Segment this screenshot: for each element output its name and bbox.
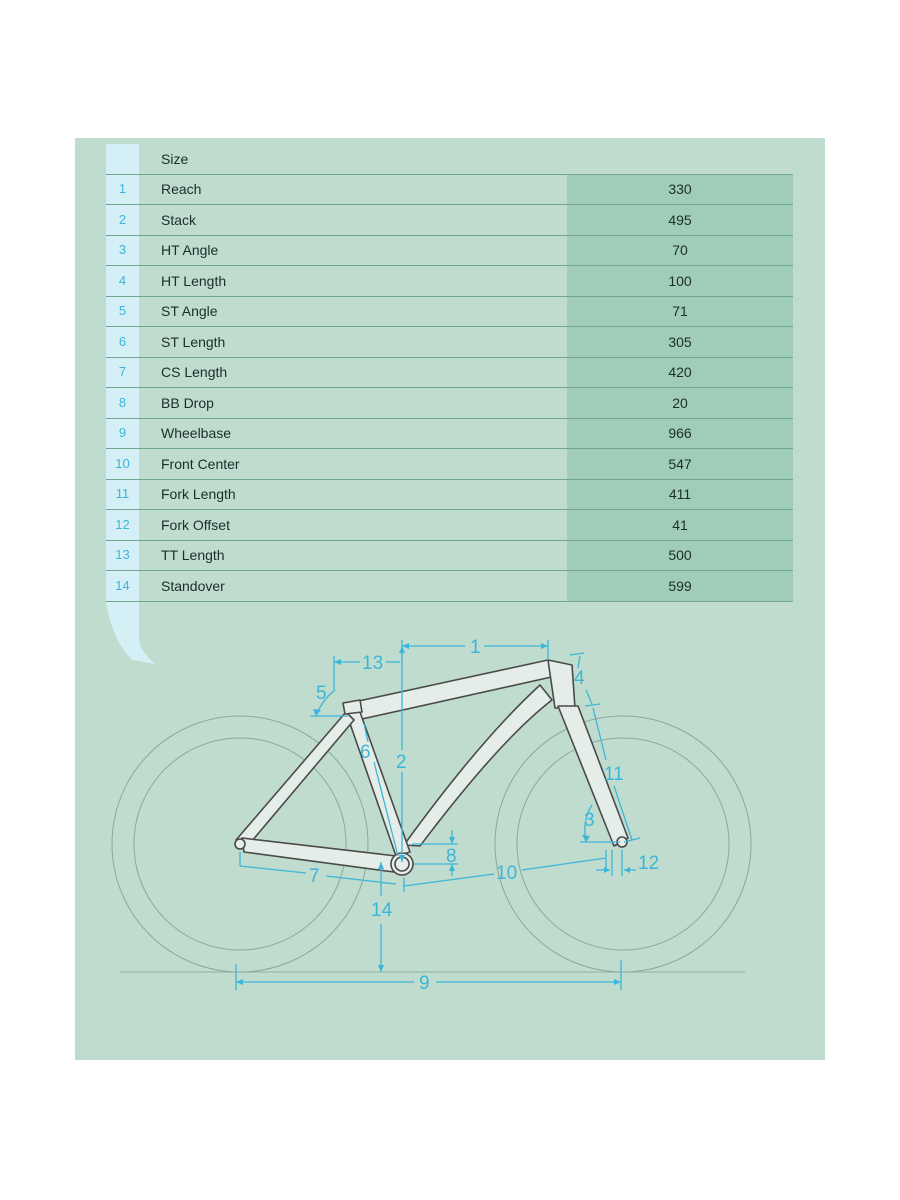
row-value: 495 — [668, 211, 692, 228]
row-label: Reach — [161, 181, 202, 197]
dim-label-6: 6 — [360, 742, 371, 763]
row-number: 8 — [118, 394, 127, 410]
row-number: 7 — [118, 364, 127, 379]
size-header: Size — [161, 151, 189, 167]
row-value: 547 — [668, 455, 692, 472]
row-label: Wheelbase — [161, 425, 232, 441]
row-number: 3 — [118, 242, 127, 257]
row-label: ST Angle — [161, 303, 218, 319]
dim-label-11: 11 — [604, 764, 624, 785]
dim-label-14: 14 — [371, 900, 393, 921]
dim-label-3: 3 — [584, 810, 595, 831]
row-number: 14 — [115, 577, 130, 593]
row-number: 11 — [115, 486, 130, 501]
row-label: CS Length — [161, 364, 228, 380]
dim-label-13: 13 — [362, 653, 384, 674]
row-number: 5 — [118, 303, 127, 318]
row-label: TT Length — [161, 547, 225, 563]
row-value: 599 — [668, 577, 692, 594]
dim-label-1: 1 — [470, 637, 481, 658]
row-label: ST Length — [161, 333, 226, 350]
row-number: 10 — [115, 455, 130, 471]
dim-label-4: 4 — [574, 668, 585, 689]
dim-label-2: 2 — [396, 752, 407, 773]
row-value: 500 — [668, 547, 692, 563]
dim-label-12: 12 — [638, 853, 660, 874]
row-value: 100 — [668, 272, 692, 289]
row-label: Fork Offset — [161, 516, 230, 533]
row-value: 966 — [668, 425, 692, 441]
flow-arrow — [106, 602, 155, 664]
down-tube — [404, 685, 552, 846]
row-number: 2 — [118, 211, 127, 227]
seat-collar — [343, 700, 362, 714]
row-label: Stack — [161, 211, 197, 228]
row-label: Fork Length — [161, 486, 236, 502]
row-value: 411 — [668, 486, 692, 502]
row-value: 20 — [672, 394, 688, 411]
dim-label-5: 5 — [316, 683, 327, 704]
frame — [236, 660, 628, 872]
dim-label-10: 10 — [496, 863, 518, 884]
row-value: 330 — [668, 181, 692, 197]
rear-axle — [235, 839, 245, 849]
row-value: 71 — [672, 303, 688, 319]
row-label: Front Center — [161, 455, 240, 472]
row-value: 41 — [672, 516, 688, 533]
row-label: HT Length — [161, 272, 227, 289]
row-value: 70 — [672, 242, 688, 258]
row-value: 420 — [668, 364, 692, 380]
seat-tube — [346, 712, 410, 856]
row-number: 1 — [118, 181, 127, 196]
row-label: HT Angle — [161, 242, 219, 258]
row-label: Standover — [161, 577, 225, 594]
seat-stay — [236, 712, 354, 848]
dim-label-8: 8 — [446, 846, 457, 867]
dim-label-9: 9 — [419, 973, 430, 994]
row-label: BB Drop — [161, 394, 214, 411]
row-number: 4 — [118, 272, 127, 288]
row-value: 305 — [668, 333, 692, 350]
row-number: 12 — [115, 516, 130, 532]
dim-label-7: 7 — [309, 866, 320, 887]
row-number: 13 — [115, 547, 130, 562]
row-number: 9 — [118, 425, 127, 440]
row-number: 6 — [118, 333, 127, 349]
